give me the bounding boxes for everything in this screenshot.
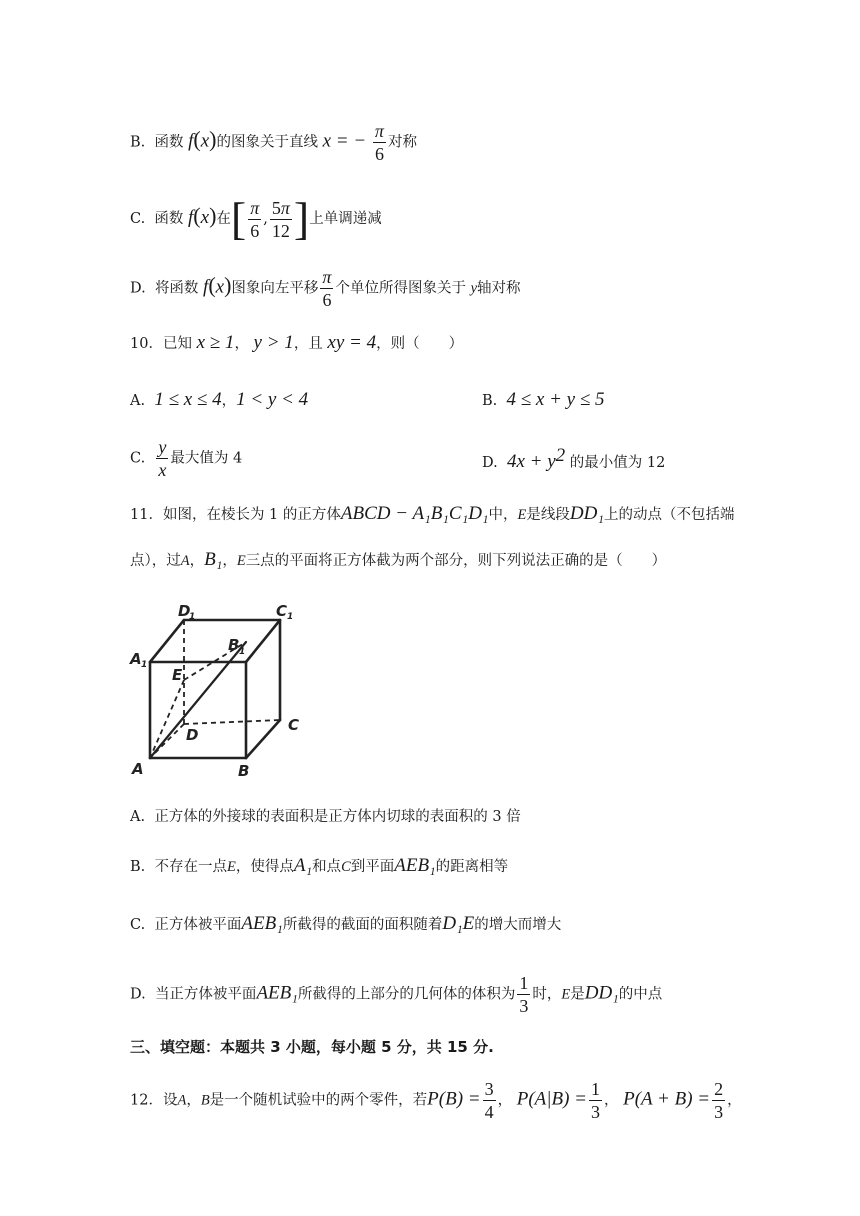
label-e: E bbox=[172, 666, 183, 684]
q11-option-b: B. 不存在一点E，使得点A₁和点C到平面AEB₁的距离相等 bbox=[130, 855, 509, 876]
label-d: D bbox=[186, 726, 199, 744]
label-a: A bbox=[132, 760, 144, 778]
svg-text:1: 1 bbox=[239, 647, 246, 657]
label-b: B bbox=[238, 762, 250, 780]
option-label: B. bbox=[130, 134, 146, 151]
q10-stem: 10．已知 x ≥ 1， y > 1，且 xy = 4，则（ ） bbox=[130, 332, 464, 353]
q11-stem-line1: 11．如图，在棱长为 1 的正方体ABCD − A₁B₁C₁D₁中，E是线段DD₁上的动点（不包括端 bbox=[130, 503, 735, 524]
q10-option-a: A. 1 ≤ x ≤ 4，1 < y < 4 bbox=[130, 389, 309, 410]
q10-option-b: B. 4 ≤ x + y ≤ 5 bbox=[482, 389, 605, 410]
q11-option-a: A. 正方体的外接球的表面积是正方体内切球的表面积的 3 倍 bbox=[130, 809, 521, 825]
label-c1: C bbox=[276, 602, 288, 620]
label-d1: D bbox=[178, 602, 191, 620]
svg-text:1: 1 bbox=[141, 660, 148, 670]
q10-option-c: C. $\frac{y}{x}$ 最大值为 4 bbox=[130, 437, 243, 480]
q9-option-d: D. 将函数 f(x)图象向左平移 $\frac{\pi}{6}$ 个单位所得图象关于 y轴对称 bbox=[130, 267, 521, 310]
q11-stem-line2: 点），过A，B₁，E三点的平面将正方体截为两个部分，则下列说法正确的是（ ） bbox=[130, 549, 667, 570]
fraction-pi-6: $\frac{\pi}{6}$ bbox=[374, 121, 384, 164]
cube-figure bbox=[128, 598, 306, 784]
cube-diagram bbox=[128, 598, 306, 784]
section-heading: 三、填空题：本题共 3 小题，每小题 5 分，共 15 分. bbox=[130, 1038, 494, 1056]
label-b1: B bbox=[228, 636, 240, 654]
q11-option-c: C. 正方体被平面AEB₁所截得的截面的面积随着D₁E的增大而增大 bbox=[130, 913, 562, 934]
q12-stem: 12．设A，B是一个随机试验中的两个零件，若P(B) = $\frac{3}{4}$ ， P(A|B) = $\frac{1}{3}$ ， P(A + B) = $\frac{2}{3}$ ， bbox=[130, 1079, 742, 1122]
label-c: C bbox=[288, 716, 300, 734]
q11-option-d: D. 当正方体被平面AEB₁所截得的上部分的几何体的体积为 $\frac{1}{3}$ 时，E是DD₁的中点 bbox=[130, 973, 663, 1016]
svg-text:1: 1 bbox=[287, 612, 294, 622]
q10-option-d: D. $4x + y^2$ 的最小值为 12 bbox=[482, 445, 666, 472]
label-a1: A bbox=[130, 650, 142, 668]
q9-option-b: B. 函数 f(x)的图象关于直线 x = − $\frac{\pi}{6}$ 对称 bbox=[130, 121, 417, 164]
svg-text:1: 1 bbox=[189, 612, 196, 622]
q9-option-c: C. 函数 f(x)在[ $\frac{\pi}{6}$ , $\frac{5\pi}{12}$ ]上单调递减 bbox=[130, 193, 382, 244]
